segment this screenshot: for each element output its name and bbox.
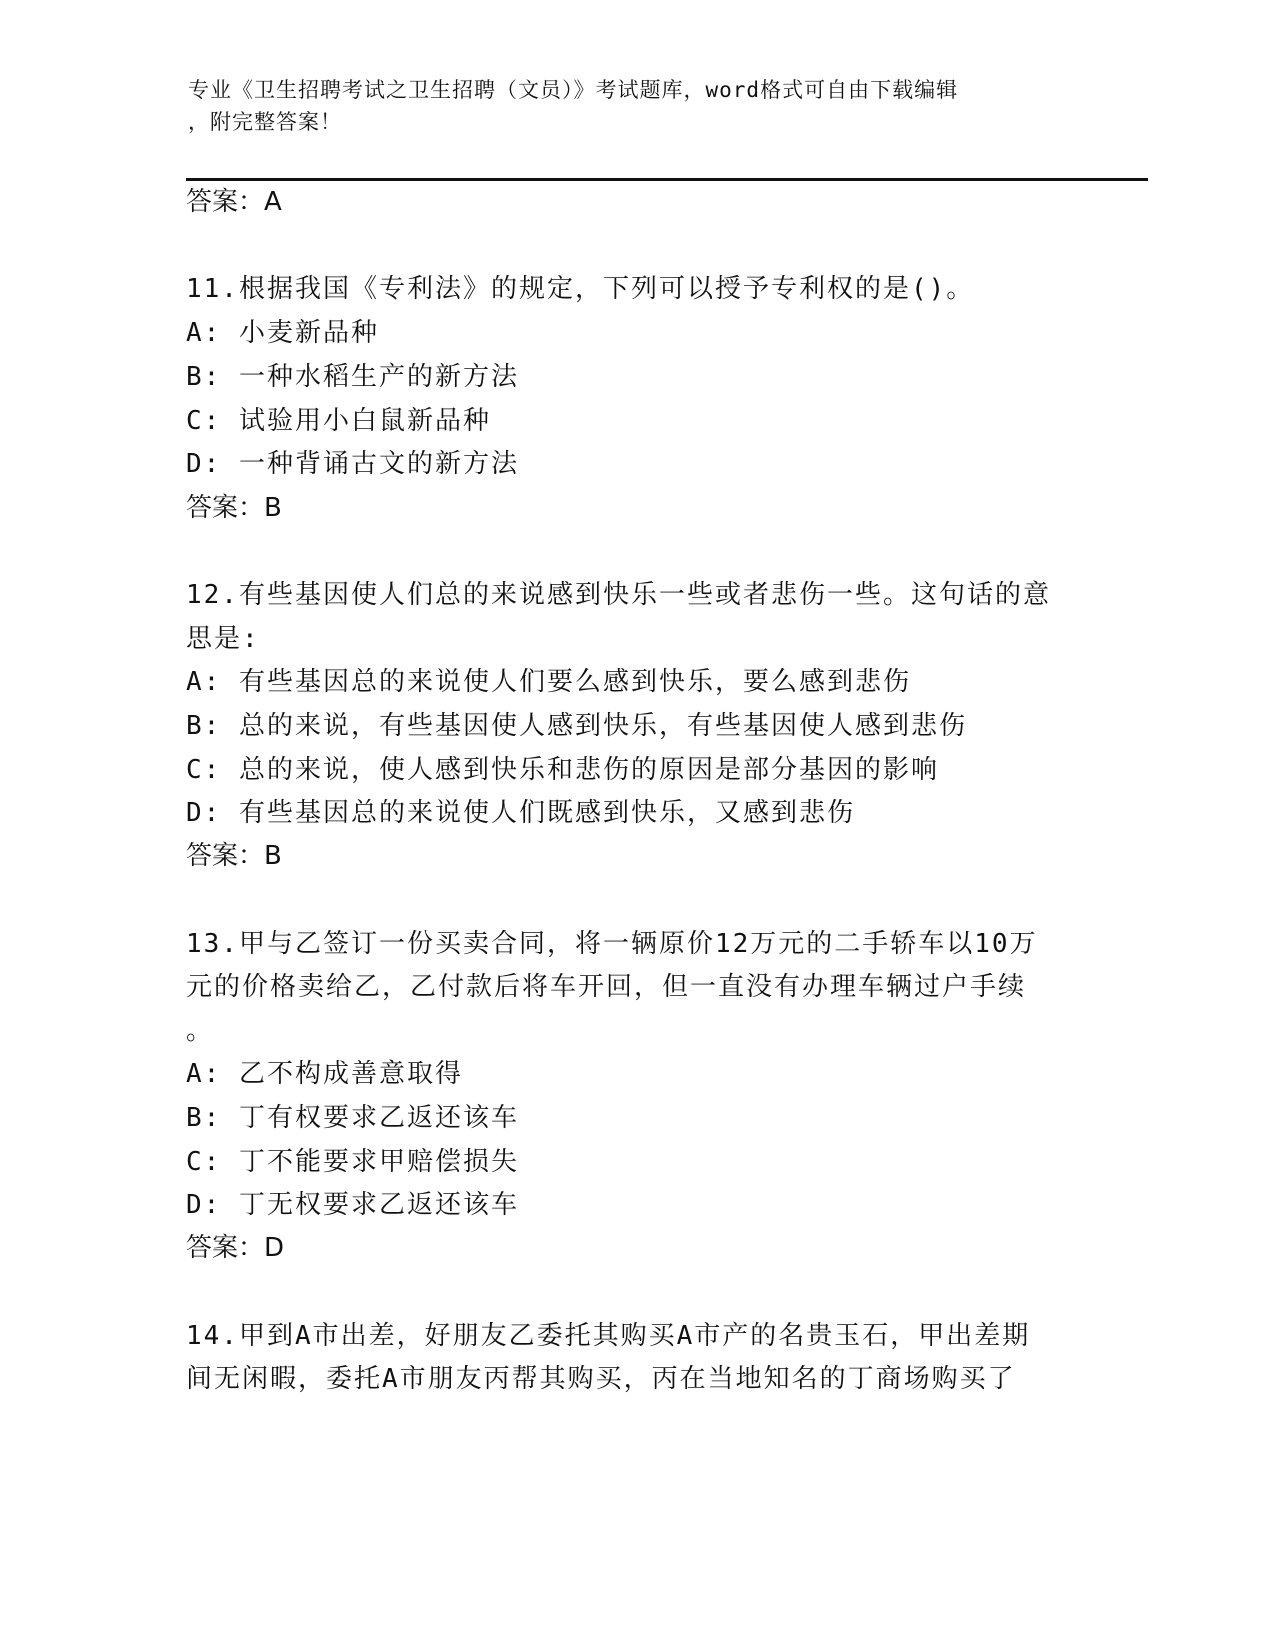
question-11-stem: 11.根据我国《专利法》的规定，下列可以授予专利权的是()。: [186, 274, 975, 304]
question-11-option-c: C: 试验用小白鼠新品种: [186, 406, 491, 436]
answer-q12: 答案：B: [186, 841, 282, 871]
question-12-option-d: D: 有些基因总的来说使人们既感到快乐，又感到悲伤: [186, 798, 855, 828]
header-divider: [186, 178, 1148, 181]
question-14-stem-line-1: 14.甲到A市出差，好朋友乙委托其购买A市产的名贵玉石，甲出差期: [186, 1321, 1031, 1351]
question-13-option-a: A: 乙不构成善意取得: [186, 1059, 463, 1089]
question-13-stem-line-1: 13.甲与乙签订一份买卖合同，将一辆原价12万元的二手轿车以10万: [186, 929, 1038, 959]
answer-q11: 答案：B: [186, 493, 282, 523]
question-12-option-b: B: 总的来说，有些基因使人感到快乐，有些基因使人感到悲伤: [186, 711, 967, 741]
question-13-stem-line-2: 元的价格卖给乙，乙付款后将车开回，但一直没有办理车辆过户手续: [186, 972, 1027, 1002]
question-12-option-c: C: 总的来说，使人感到快乐和悲伤的原因是部分基因的影响: [186, 755, 939, 785]
question-12-stem-line-1: 12.有些基因使人们总的来说感到快乐一些或者悲伤一些。这句话的意: [186, 580, 1051, 610]
answer-q13: 答案：D: [186, 1233, 285, 1263]
header-line-1: 专业《卫生招聘考试之卫生招聘（文员）》考试题库，word格式可自由下载编辑: [188, 78, 959, 102]
answer-q10: 答案：A: [186, 187, 282, 217]
question-11-option-a: A: 小麦新品种: [186, 318, 379, 348]
question-13-option-c: C: 丁不能要求甲赔偿损失: [186, 1147, 519, 1177]
document-header: [188, 74, 1068, 138]
question-11-option-b: B: 一种水稻生产的新方法: [186, 362, 519, 392]
question-14-stem-line-2: 间无闲暇，委托A市朋友丙帮其购买，丙在当地知名的丁商场购买了: [186, 1364, 1016, 1394]
header-line-2: ，附完整答案！: [188, 110, 342, 134]
question-13-option-d: D: 丁无权要求乙返还该车: [186, 1190, 519, 1220]
question-13-option-b: B: 丁有权要求乙返还该车: [186, 1103, 519, 1133]
question-13-stem-line-3: 。: [186, 1016, 215, 1046]
question-12-option-a: A: 有些基因总的来说使人们要么感到快乐，要么感到悲伤: [186, 667, 911, 697]
question-11-option-d: D: 一种背诵古文的新方法: [186, 449, 519, 479]
question-12-stem-line-2: 思是:: [186, 624, 260, 654]
